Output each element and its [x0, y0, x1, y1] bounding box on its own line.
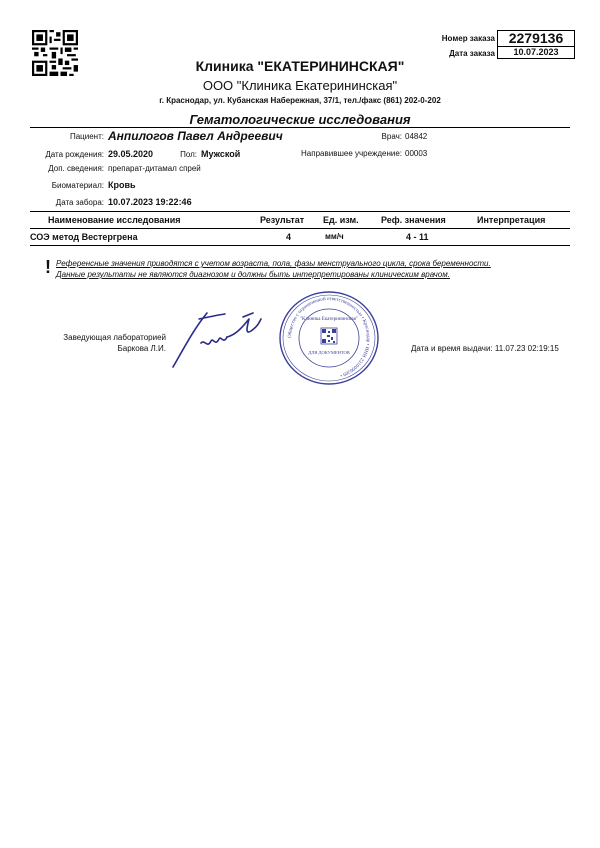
row-test-name: СОЭ метод Вестергрена: [30, 232, 138, 242]
collection-label: Дата забора:: [55, 198, 104, 207]
notes: [56, 258, 491, 280]
stamp-ring-text: Общество с ограниченной ответственностью • Краснодар • ИНН 2310090209 •: [287, 296, 371, 378]
clinic-subtitle: ООО "Клиника Екатерининская": [202, 78, 398, 93]
col-header-result: Результат: [260, 215, 305, 225]
order-number-label: Номер заказа: [441, 34, 495, 43]
collection-value: 10.07.2023 19:22:46: [108, 197, 192, 207]
stamp-bottom-text: ДЛЯ ДОКУМЕНТОВ: [308, 350, 350, 355]
row-ref: 4 - 11: [406, 232, 429, 242]
order-number: 2279136: [497, 30, 575, 47]
doctor-label: Врач:: [381, 132, 402, 141]
referral-label: Направившее учреждение:: [301, 149, 402, 158]
sex-label: Пол:: [180, 150, 197, 159]
signature-role: Заведующая лабораторией: [63, 333, 166, 342]
divider: [30, 127, 570, 128]
order-box: [437, 30, 575, 59]
patient-label: Пациент:: [69, 132, 104, 141]
order-date-label: Дата заказа: [449, 48, 495, 58]
issue-datetime: [411, 344, 559, 353]
referral-value: 00003: [405, 149, 428, 158]
col-header-ref: Реф. значения: [381, 215, 446, 225]
table-top-line: [30, 211, 570, 212]
birth-label: Дата рождения:: [45, 150, 104, 159]
extra-value: препарат-дитамал спрей: [108, 164, 201, 173]
note-line-1: Референсные значения приводятся с учетом возраста, пола, фазы менструального цикла, срока беременности.: [56, 259, 491, 268]
doctor-value: 04842: [405, 132, 428, 141]
signature-name: Баркова Л.И.: [117, 344, 166, 353]
row-unit: мм/ч: [325, 232, 344, 241]
col-header-unit: Ед. изм.: [323, 215, 359, 225]
issue-label: Дата и время выдачи:: [411, 344, 493, 353]
sex-value: Мужской: [201, 149, 241, 159]
birth-value: 29.05.2020: [108, 149, 154, 159]
row-result: 4: [286, 232, 292, 242]
clinic-stamp: [278, 290, 380, 386]
patient-name: Анпилогов Павел Андреевич: [108, 129, 283, 143]
table-bottom-line: [30, 245, 570, 246]
stamp-qr-icon: [321, 328, 337, 344]
section-title: Гематологические исследования: [189, 112, 411, 127]
clinic-address: г. Краснодар, ул. Кубанская Набережная, 37/1, тел./факс (861) 202-0-202: [159, 96, 441, 105]
signature-block: [30, 332, 166, 354]
handwritten-signature: [165, 305, 265, 375]
clinic-title: Клиника "ЕКАТЕРИНИНСКАЯ": [195, 58, 405, 74]
note-line-2: Данные результаты не являются диагнозом и должны быть интерпретированы клиническим врачом.: [56, 270, 450, 279]
table-header-line: [30, 228, 570, 229]
issue-value: 11.07.23 02:19:15: [494, 344, 559, 353]
table-row: [30, 232, 570, 244]
biomaterial-value: Кровь: [108, 180, 136, 190]
biomaterial-label: Биоматериал:: [51, 181, 104, 190]
warning-icon: !: [45, 257, 51, 277]
col-header-interp: Интерпретация: [477, 215, 546, 225]
col-header-name: Наименование исследования: [48, 215, 181, 225]
stamp-center-text: "Клиника Екатерининская": [300, 317, 358, 322]
order-date: 10.07.2023: [497, 47, 575, 59]
extra-label: Доп. сведения:: [48, 164, 104, 173]
